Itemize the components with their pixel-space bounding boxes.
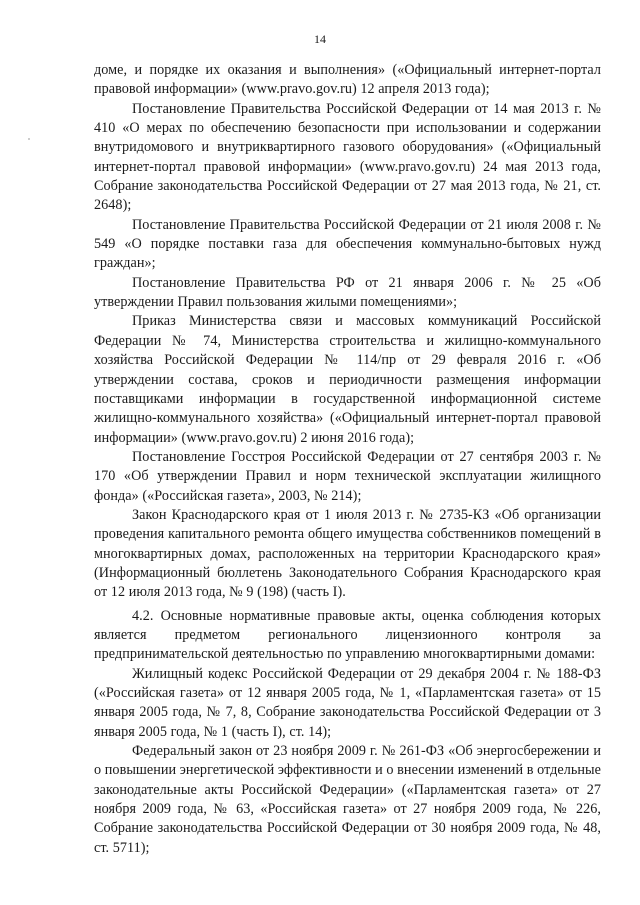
margin-mark (28, 138, 30, 140)
paragraph-resolution-25: Постановление Правительства РФ от 21 января 2006 г. № 25 «Об утверждении Правил пользования жилыми помещениями»; (94, 274, 601, 311)
paragraph-section-4-2: 4.2. Основные нормативные правовые акты, оценка соблюдения которых является предметом регионального лицензионного контроля за предпринимательской деятельностью по управлению многоквартирными домами: (94, 607, 601, 663)
page-number: 14 (314, 32, 326, 46)
paragraph-gosstroy-170: Постановление Госстроя Российской Федерации от 27 сентября 2003 г. № 170 «Об утверждении Правил и норм технической эксплуатации жилищного фонда» («Российская газета», 2003, № 214); (94, 448, 601, 504)
paragraph-order-74: Приказ Министерства связи и массовых коммуникаций Российской Федерации № 74, Министерства строительства и жилищно-коммунального хозяйства Российской Федерации № 114/пр от 29 февраля 2016 г. «Об утверждении состава, сроков и периодичности размещения информации поставщиками информации в государственной информационной системе жилищно-коммунального хозяйства» («Официальный интернет-портал правовой информации» (www.pravo.gov.ru) 2 июня 2016 года); (94, 313, 601, 446)
paragraph-krasnodar-law: Закон Краснодарского края от 1 июля 2013 г. № 2735-КЗ «Об организации проведения капитального ремонта общего имущества собственников помещений в многоквартирных домах, расположенных на территории Краснодарского края» (Информационный бюллетень Законодательного Собрания Краснодарского края от 12 июля 2013 года, № 9 (198) (часть I). (94, 506, 601, 601)
paragraph-resolution-410: Постановление Правительства Российской Федерации от 14 мая 2013 г. № 410 «О мерах по обеспечению безопасности при использовании и содержании внутридомового и внутриквартирного газового оборудования» («Официальный интернет-портал правовой информации» (www.pravo.gov.ru) 24 мая 2013 года, Собрание законодательства Российской Федерации от 27 мая 2013 года, № 21, ст. 2648); (94, 100, 601, 214)
document-body (94, 61, 601, 858)
paragraph-federal-law-261: Федеральный закон от 23 ноября 2009 г. № 261-ФЗ «Об энергосбережении и о повышении энергетической эффективности и о внесении изменений в отдельные законодательные акты Российской Федерации» («Парламентская газета» от 27 ноября 2009 года, № 63, «Российская газета» от 27 ноября 2009 года, № 226, Собрание законодательства Российской Федерации от 30 ноября 2009 года, № 48, ст. 5711); (94, 743, 601, 856)
paragraph-resolution-549: Постановление Правительства Российской Федерации от 21 июля 2008 г. № 549 «О порядке поставки газа для обеспечения коммунально-бытовых нужд граждан»; (94, 216, 601, 272)
paragraph-housing-code: Жилищный кодекс Российской Федерации от 29 декабря 2004 г. № 188-ФЗ («Российская газета» от 12 января 2005 года, № 1, «Парламентская газета» от 15 января 2005 года, № 7, 8, Собрание законодательства Российской Федерации от 3 января 2005 года, № 1 (часть I), ст. 14); (94, 665, 601, 740)
paragraph-continuation: доме, и порядке их оказания и выполнения» («Официальный интернет-портал правовой информации» (www.pravo.gov.ru) 12 апреля 2013 года); (94, 62, 601, 98)
